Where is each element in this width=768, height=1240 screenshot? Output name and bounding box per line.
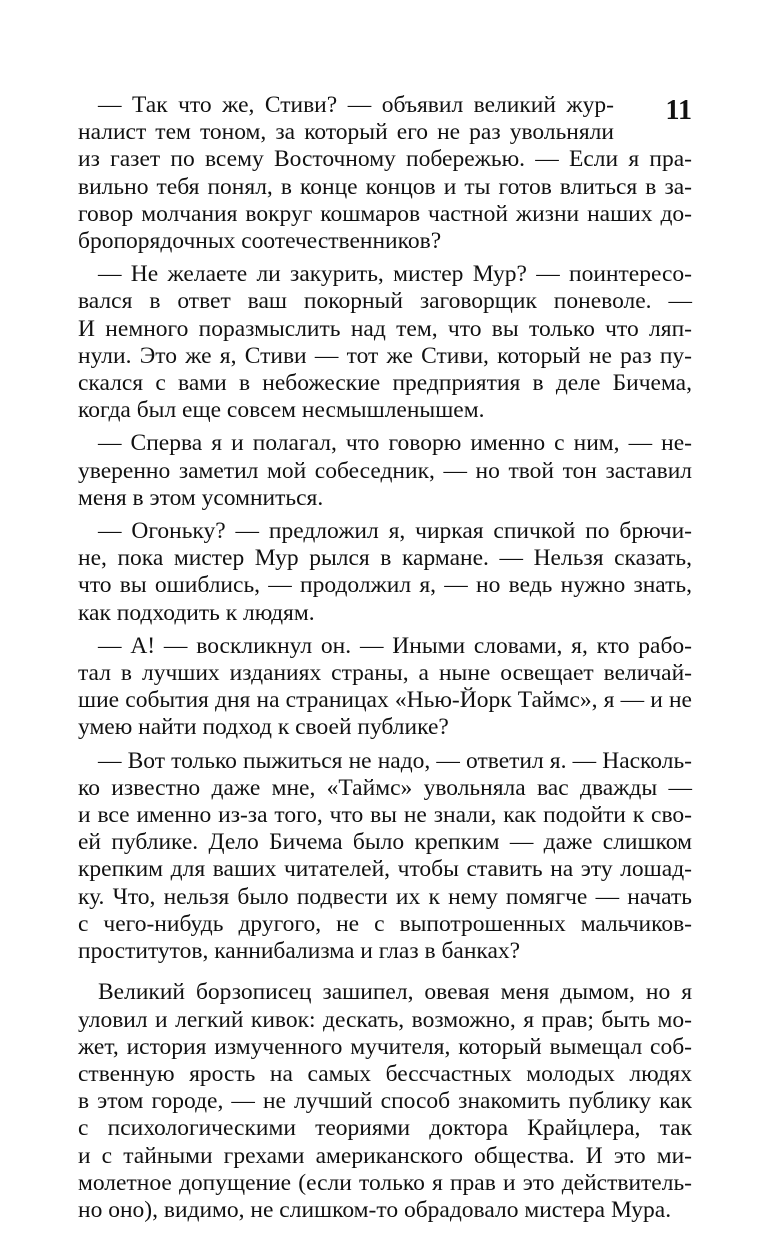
book-page: [78, 92, 692, 1230]
text-line: — Сперва я и полагал, что говорю именно с ним, — не-: [98, 430, 692, 457]
text-line: в этом городе, — не лучший способ знакомить публику как: [78, 1088, 692, 1115]
text-line: вался в ответ ваш покорный заговорщик поневоле. —: [78, 288, 692, 315]
text-line: не, пока мистер Мур рылся в кармане. — Нельзя сказать,: [78, 545, 692, 572]
text-line: как подходить к людям.: [78, 599, 315, 626]
text-line: ку. Что, нельзя было подвести их к нему помягче — начать: [78, 883, 692, 910]
paragraph-7: [78, 979, 692, 1224]
text-line: налист тем тоном, за который его не раз увольняли: [78, 119, 614, 146]
text-line: ей публике. Дело Бичема было крепким — даже слишком: [78, 829, 692, 856]
text-line: ственную ярость на самых бессчастных молодых людях: [78, 1060, 692, 1087]
text-line: уверенно заметил мой собеседник, — но твой тон заставил: [78, 457, 692, 484]
text-line: — Так что же, Стиви? — объявил великий жур-: [98, 92, 614, 118]
text-line: — А! — воскликнул он. — Иными словами, я, кто рабо-: [98, 632, 692, 659]
text-line: с психологическими теориями доктора Крайцлера, так: [78, 1115, 692, 1142]
text-line: бропорядочных соотечественников?: [78, 228, 442, 255]
text-line: тал в лучших изданиях страны, а ныне освещает величай-: [78, 660, 692, 687]
text-line: меня в этом усомниться.: [78, 484, 324, 511]
paragraph-4: [78, 518, 692, 627]
text-line: умею найти подход к своей публике?: [78, 714, 449, 741]
text-line: из газет по всему Восточному побережью. — Если я пра-: [78, 146, 692, 173]
paragraph-1: [78, 92, 692, 255]
paragraph-2: [78, 261, 692, 424]
page-number: 11: [665, 95, 692, 126]
text-line: — Вот только пыжиться не надо, — ответил я. — Насколь-: [98, 747, 692, 774]
text-line: когда был еще совсем несмышленышем.: [78, 397, 485, 424]
text-line: молетное допущение (если только я прав и это действитель-: [78, 1169, 692, 1196]
text-line: крепким для ваших читателей, чтобы ставить на эту лошад-: [78, 856, 692, 883]
text-line: нули. Это же я, Стиви — тот же Стиви, который не раз пу-: [78, 342, 692, 369]
paragraph-6: [78, 748, 692, 966]
text-line: скался с вами в небожеские предприятия в деле Бичема,: [78, 370, 692, 397]
text-line: уловил и легкий кивок: дескать, возможно, я прав; быть мо-: [78, 1006, 692, 1033]
text-line: — Не желаете ли закурить, мистер Мур? — поинтересо-: [98, 261, 692, 288]
text-line: вильно тебя понял, в конце концов и ты готов влиться в за-: [78, 173, 692, 200]
paragraph-3: [78, 430, 692, 512]
text-line: жет, история измученного мучителя, который вымещал соб-: [78, 1033, 692, 1060]
text-line: с чего-нибудь другого, не с выпотрошенных мальчиков-: [78, 910, 692, 937]
text-line: — Огоньку? — предложил я, чиркая спичкой по брючи-: [98, 518, 692, 545]
text-line: говор молчания вокруг кошмаров частной жизни наших до-: [78, 200, 692, 227]
text-line: ко известно даже мне, «Таймс» увольняла вас дважды —: [78, 774, 692, 801]
text-line: и с тайными грехами американского общества. И это ми-: [78, 1142, 692, 1169]
text-line: и все именно из-за того, что вы не знали, как подойти к сво-: [78, 802, 692, 829]
text-line: И немного поразмыслить над тем, что вы только что ляп-: [78, 315, 692, 342]
text-line: но оно), видимо, не слишком-то обрадовало мистера Мура.: [78, 1196, 672, 1223]
paragraph-5: [78, 633, 692, 742]
text-line: что вы ошиблись, — продолжил я, — но ведь нужно знать,: [78, 572, 692, 599]
text-line: проститутов, каннибализма и глаз в банках?: [78, 938, 521, 965]
text-line: Великий борзописец зашипел, овевая меня дымом, но я: [98, 979, 692, 1006]
text-line: шие события дня на страницах «Нью-Йорк Таймс», я — и не: [78, 687, 692, 714]
